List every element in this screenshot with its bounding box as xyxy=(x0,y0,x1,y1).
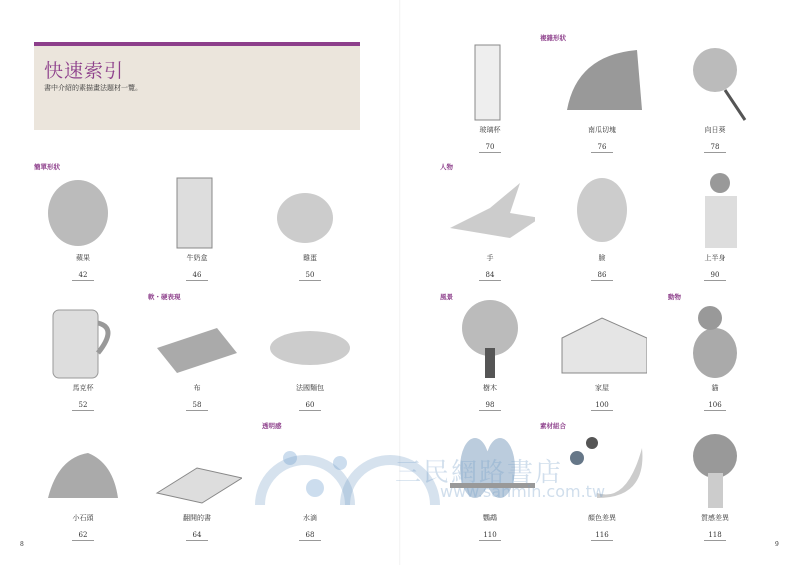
item-label: 家屋 xyxy=(595,384,609,392)
index-item[interactable] xyxy=(255,428,365,541)
item-label: 馬克杯 xyxy=(72,384,94,392)
item-label: 貓 xyxy=(711,384,719,392)
item-label: 布 xyxy=(193,384,201,392)
category-combination: 素材組合 xyxy=(540,422,566,430)
header-accent-bar xyxy=(34,42,360,46)
item-page-number[interactable]: 70 xyxy=(479,143,501,153)
index-item[interactable] xyxy=(142,428,252,541)
sketch-illustration xyxy=(265,168,355,250)
index-item[interactable] xyxy=(28,298,138,411)
index-item[interactable] xyxy=(660,168,770,281)
item-label: 法國麵包 xyxy=(296,384,324,392)
item-label: 玻璃杯 xyxy=(479,126,501,134)
sketch-illustration xyxy=(557,40,647,122)
category-animals: 動物 xyxy=(668,293,681,301)
page-number-right: 9 xyxy=(775,541,779,548)
item-label: 臉 xyxy=(598,254,606,262)
item-page-number[interactable]: 86 xyxy=(591,271,613,281)
item-page-number[interactable]: 118 xyxy=(704,531,726,541)
item-label: 小石頭 xyxy=(72,514,94,522)
page-subtitle: 書中介紹的素描畫法題材一覽。 xyxy=(44,84,142,92)
item-page-number[interactable]: 110 xyxy=(479,531,501,541)
sketch-illustration xyxy=(152,168,242,250)
sketch-illustration xyxy=(557,168,647,250)
sketch-illustration xyxy=(445,298,535,380)
item-page-number[interactable]: 76 xyxy=(591,143,613,153)
index-item[interactable] xyxy=(28,428,138,541)
sketch-illustration xyxy=(265,428,355,510)
item-label: 向日葵 xyxy=(704,126,726,134)
index-item[interactable] xyxy=(547,40,657,153)
item-label: 樹木 xyxy=(483,384,497,392)
sketch-illustration xyxy=(152,298,242,380)
item-label: 蘋果 xyxy=(76,254,90,262)
sketch-illustration xyxy=(557,298,647,380)
item-page-number[interactable]: 42 xyxy=(72,271,94,281)
item-page-number[interactable]: 52 xyxy=(72,401,94,411)
index-item[interactable] xyxy=(435,40,545,153)
item-label: 鸚鵡 xyxy=(483,514,497,522)
item-page-number[interactable]: 68 xyxy=(299,531,321,541)
page-title: 快速索引 xyxy=(44,60,125,82)
item-page-number[interactable]: 50 xyxy=(299,271,321,281)
index-header xyxy=(34,42,360,130)
page-number-left: 8 xyxy=(20,541,24,548)
item-page-number[interactable]: 90 xyxy=(704,271,726,281)
category-landscape: 風景 xyxy=(440,293,453,301)
item-label: 手 xyxy=(486,254,494,262)
index-item[interactable] xyxy=(660,298,770,411)
sketch-illustration xyxy=(445,168,535,250)
item-label: 水滴 xyxy=(303,514,317,522)
index-item[interactable] xyxy=(142,298,252,411)
index-item[interactable] xyxy=(142,168,252,281)
item-label: 雞蛋 xyxy=(303,254,317,262)
index-item[interactable] xyxy=(660,40,770,153)
sketch-illustration xyxy=(670,428,760,510)
category-simple-shapes: 簡單形狀 xyxy=(34,163,60,171)
item-page-number[interactable]: 100 xyxy=(591,401,613,411)
item-page-number[interactable]: 84 xyxy=(479,271,501,281)
index-item[interactable] xyxy=(660,428,770,541)
index-item[interactable] xyxy=(28,168,138,281)
index-item[interactable] xyxy=(547,298,657,411)
sketch-illustration xyxy=(445,40,535,122)
watermark-url: www.sanmin.com.tw xyxy=(440,482,606,501)
index-item[interactable] xyxy=(435,168,545,281)
category-people: 人物 xyxy=(440,163,453,171)
index-item[interactable] xyxy=(255,298,365,411)
sketch-illustration xyxy=(38,428,128,510)
item-label: 翻開的書 xyxy=(183,514,211,522)
index-item[interactable] xyxy=(255,168,365,281)
item-page-number[interactable]: 46 xyxy=(186,271,208,281)
item-page-number[interactable]: 98 xyxy=(479,401,501,411)
sketch-illustration xyxy=(152,428,242,510)
item-label: 上半身 xyxy=(704,254,726,262)
item-page-number[interactable]: 78 xyxy=(704,143,726,153)
index-item[interactable] xyxy=(435,298,545,411)
category-complex-shapes: 複雜形狀 xyxy=(540,34,566,42)
category-transparency: 透明感 xyxy=(262,422,282,430)
item-page-number[interactable]: 116 xyxy=(591,531,613,541)
item-page-number[interactable]: 58 xyxy=(186,401,208,411)
sketch-illustration xyxy=(670,168,760,250)
index-item[interactable] xyxy=(547,168,657,281)
sketch-illustration xyxy=(670,298,760,380)
item-page-number[interactable]: 60 xyxy=(299,401,321,411)
item-label: 南瓜切塊 xyxy=(588,126,616,134)
item-page-number[interactable]: 62 xyxy=(72,531,94,541)
item-label: 顏色差異 xyxy=(588,514,616,522)
watermark-text: 三民網路書店 xyxy=(395,458,564,488)
sketch-illustration xyxy=(38,298,128,380)
item-label: 質感差異 xyxy=(701,514,729,522)
sketch-illustration xyxy=(38,168,128,250)
item-label: 牛奶盒 xyxy=(186,254,208,262)
category-soft-hard: 軟・硬表現 xyxy=(148,293,181,301)
sketch-illustration xyxy=(265,298,355,380)
sketch-illustration xyxy=(670,40,760,122)
item-page-number[interactable]: 106 xyxy=(704,401,726,411)
item-page-number[interactable]: 64 xyxy=(186,531,208,541)
